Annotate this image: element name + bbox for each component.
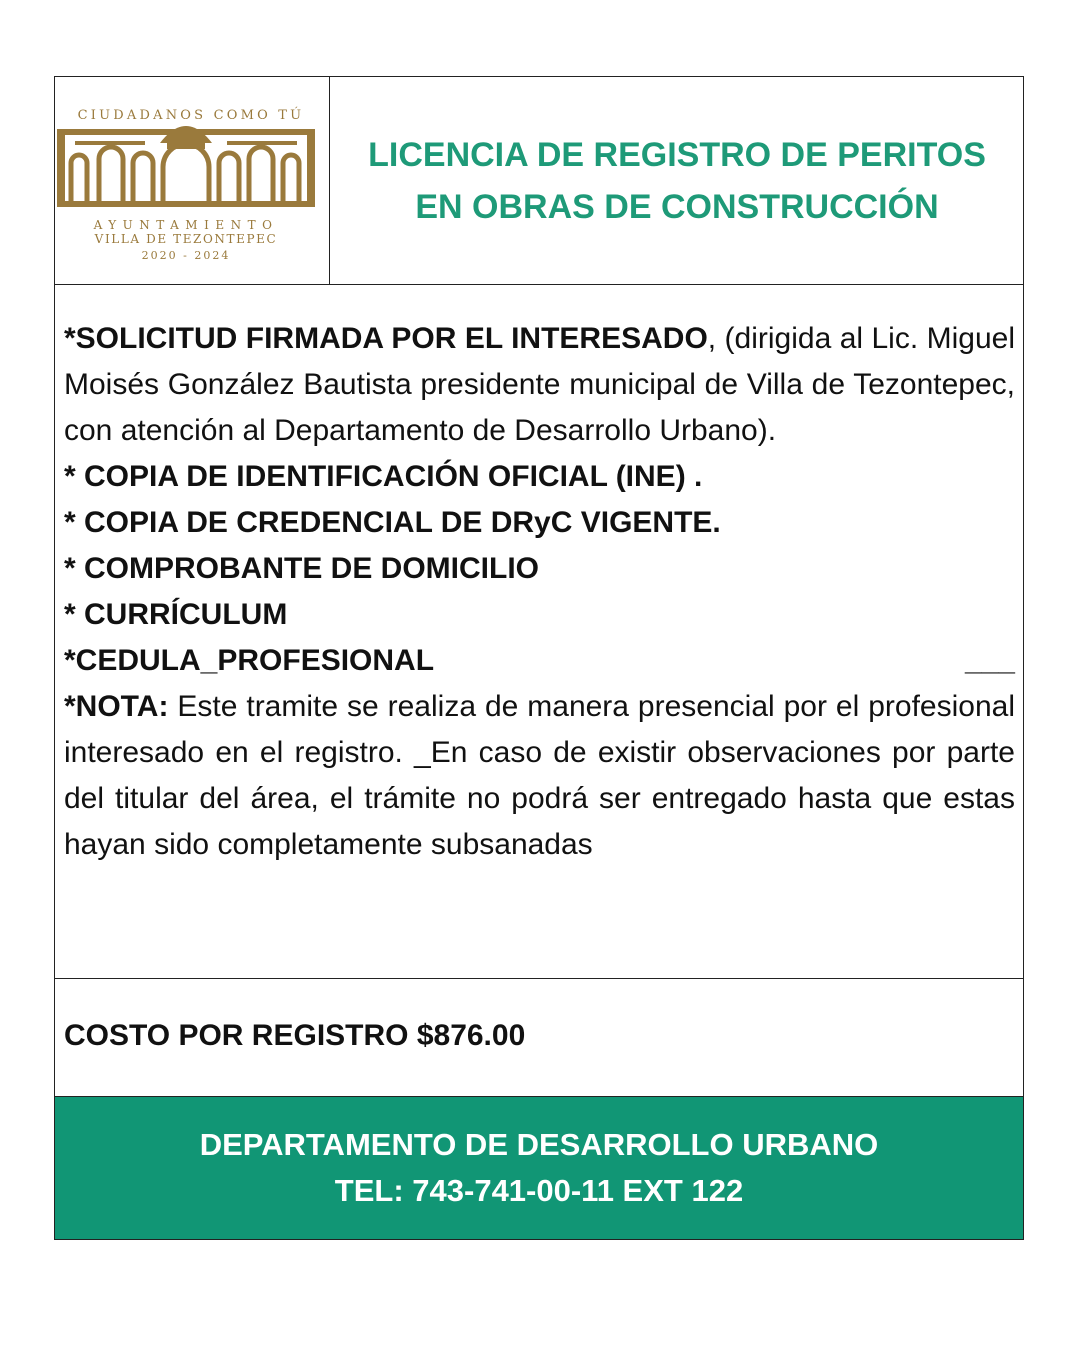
nota-text: Este tramite se realiza de manera presencial por el profesional interesado en el registro. _En caso de existir observaciones por parte del titular del área, el trámite no podrá ser entregado hasta que estas hayan sido completamente subsanadas (64, 690, 1015, 861)
title-line-1: LICENCIA DE REGISTRO DE PERITOS (368, 135, 986, 174)
logo-line3: 2020 - 2024 (141, 249, 231, 262)
solicitud-paragraph (64, 316, 1015, 454)
cedula-trail: ___ (964, 644, 1015, 677)
flyer-card (54, 76, 1024, 1240)
requirement-ine: * COPIA DE IDENTIFICACIÓN OFICIAL (INE) . (64, 460, 703, 493)
requirement-credencial: * COPIA DE CREDENCIAL DE DRyC VIGENTE. (64, 506, 721, 539)
logo-line1: AYUNTAMIENTO (93, 218, 279, 232)
municipal-logo (55, 101, 327, 266)
logo-line2: VILLA DE TEZONTEPEC (94, 232, 278, 246)
solicitud-text: , (dirigida al Lic. Miguel Moisés González Bautista presidente municipal de Villa de Tezontepec, con atención al Departamento de Desarrollo Urbano). (64, 322, 1015, 447)
cedula-label: *CEDULA_PROFESIONAL (64, 644, 435, 677)
logo-top-text: CIUDADANOS COMO TÚ (77, 108, 305, 123)
requirement-cedula (64, 638, 1015, 684)
title-line-2: EN OBRAS DE CONSTRUCCIÓN (415, 187, 939, 226)
cost-text: COSTO POR REGISTRO $876.00 (64, 1019, 526, 1052)
nota-paragraph (64, 684, 1015, 868)
requirement-domicilio: * COMPROBANTE DE DOMICILIO (64, 552, 540, 585)
logo-cell (55, 77, 330, 284)
requirements-section (55, 286, 1023, 979)
header (55, 77, 1023, 285)
footer-department: DEPARTAMENTO DE DESARROLLO URBANO (199, 1127, 879, 1162)
footer-phone: TEL: 743-741-00-11 EXT 122 (334, 1173, 744, 1208)
cost-section (55, 981, 1023, 1097)
solicitud-label: *SOLICITUD FIRMADA POR EL INTERESADO (64, 322, 708, 355)
page-title (331, 77, 1023, 284)
nota-label: *NOTA: (64, 690, 169, 723)
requirement-curriculum: * CURRÍCULUM (64, 598, 288, 631)
footer-contact (55, 1097, 1023, 1239)
